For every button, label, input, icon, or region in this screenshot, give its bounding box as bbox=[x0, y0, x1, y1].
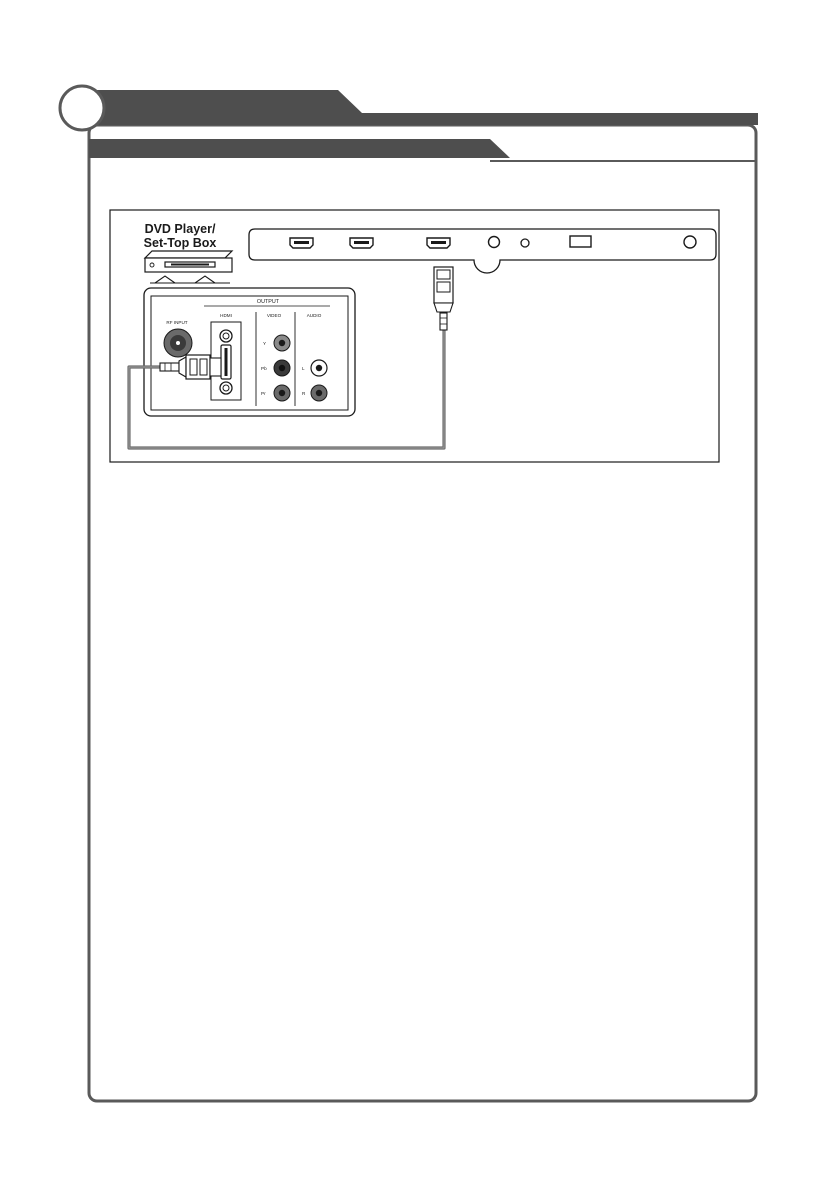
chapter-number-circle bbox=[60, 86, 104, 130]
audio-port-r-label: R bbox=[302, 391, 306, 396]
video-jack-pb bbox=[274, 360, 290, 376]
tv-headphone-jack bbox=[489, 237, 500, 248]
tv-usb-port bbox=[570, 236, 591, 247]
device-title-line1: DVD Player/ bbox=[144, 222, 216, 236]
panel-audio-label: AUDIO bbox=[306, 313, 322, 318]
panel-rf-input-label: RF INPUT bbox=[166, 320, 188, 325]
device-title-line2: Set-Top Box bbox=[143, 236, 217, 250]
video-port-y-label: Y bbox=[263, 341, 267, 346]
audio-jack-l bbox=[311, 360, 327, 376]
tv-small-jack bbox=[521, 239, 529, 247]
tv-hdmi-port-3 bbox=[427, 238, 450, 248]
tv-hdmi-port-1 bbox=[290, 238, 313, 248]
video-port-pr-label: Pr bbox=[261, 391, 266, 396]
dvd-rear-panel bbox=[144, 288, 355, 416]
video-port-pb-label: Pb bbox=[261, 366, 267, 371]
rf-input-jack bbox=[164, 329, 192, 357]
panel-output-label: OUTPUT bbox=[256, 299, 280, 305]
video-jack-y bbox=[274, 335, 290, 351]
section-header-bar bbox=[78, 90, 758, 125]
video-jack-pr bbox=[274, 385, 290, 401]
dvd-player-icon bbox=[145, 251, 232, 272]
audio-jack-r bbox=[311, 385, 327, 401]
panel-hdmi-label: HDMI bbox=[220, 313, 232, 318]
audio-port-l-label: L bbox=[302, 366, 305, 371]
tv-antenna-jack bbox=[684, 236, 696, 248]
subsection-header-bar bbox=[89, 139, 756, 161]
panel-video-label: VIDEO bbox=[266, 313, 282, 318]
tv-hdmi-port-2 bbox=[350, 238, 373, 248]
